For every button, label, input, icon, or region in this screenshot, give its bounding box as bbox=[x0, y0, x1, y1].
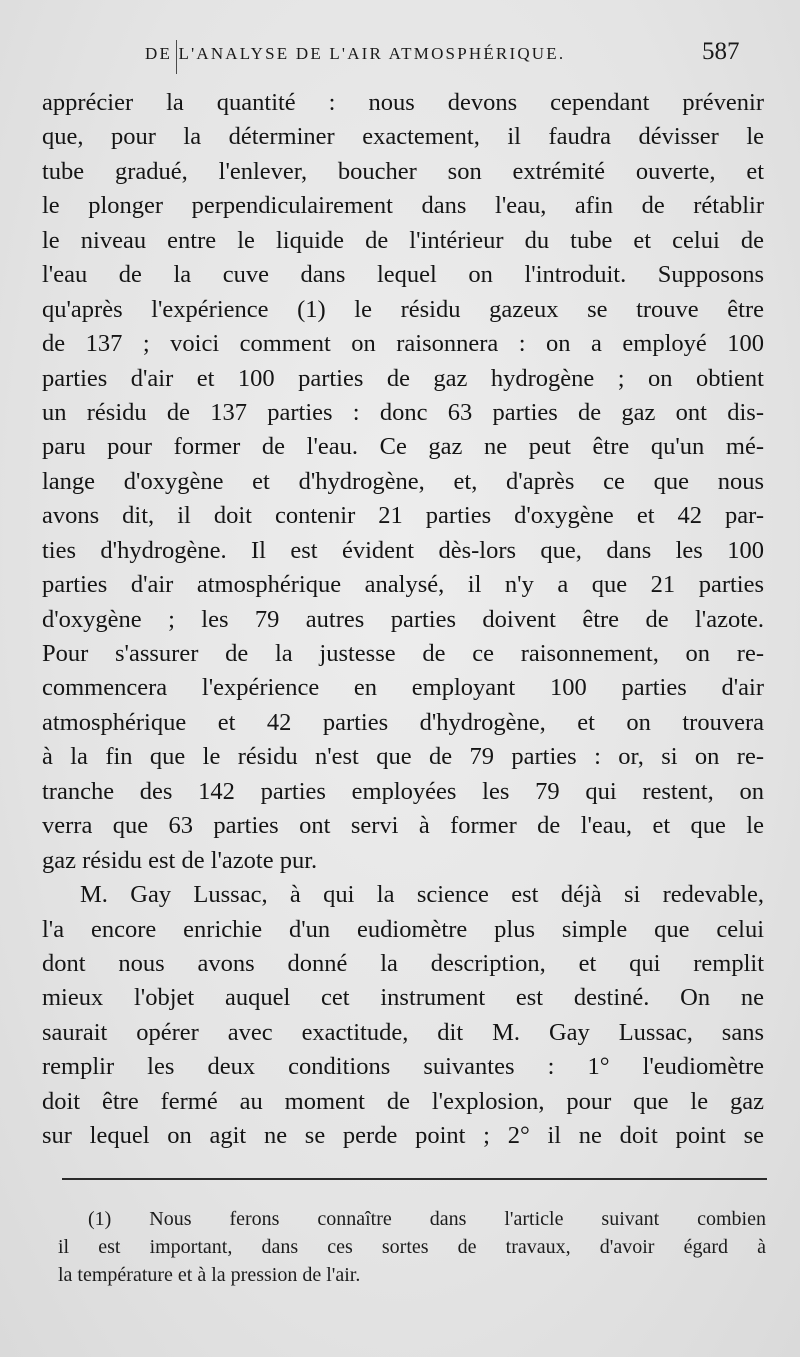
text-line-6: l'eau de la cuve dans lequel on l'introduit. Supposons bbox=[42, 261, 764, 289]
text-line-8: de 137 ; voici comment on raisonnera : on a employé 100 bbox=[42, 330, 764, 358]
text-line-4: le plonger perpendiculairement dans l'eau, afin de rétablir bbox=[42, 192, 764, 220]
text-line-21: tranche des 142 parties employées les 79 qui restent, on bbox=[42, 777, 764, 805]
text-line-27: mieux l'objet auquel cet instrument est destiné. On ne bbox=[42, 984, 764, 1012]
text-line-5: le niveau entre le liquide de l'intérieur du tube et celui de bbox=[42, 226, 764, 254]
text-line-13: avons dit, il doit contenir 21 parties d'oxygène et 42 par- bbox=[42, 502, 764, 530]
page-header bbox=[0, 38, 800, 78]
text-line-23: gaz résidu est de l'azote pur. bbox=[42, 846, 318, 874]
text-line-25: l'a encore enrichie d'un eudiomètre plus simple que celui bbox=[42, 915, 764, 943]
text-line-24: M. Gay Lussac, à qui la science est déjà si redevable, bbox=[80, 881, 764, 909]
page-number: 587 bbox=[702, 38, 740, 65]
text-line-20: à la fin que le résidu n'est que de 79 parties : or, si on re- bbox=[42, 743, 764, 771]
text-line-9: parties d'air et 100 parties de gaz hydrogène ; on obtient bbox=[42, 364, 764, 392]
footnote-line-2: il est important, dans ces sortes de travaux, d'avoir égard à bbox=[58, 1236, 766, 1258]
text-line-14: ties d'hydrogène. Il est évident dès-lors que, dans les 100 bbox=[42, 536, 764, 564]
text-line-12: lange d'oxygène et d'hydrogène, et, d'après ce que nous bbox=[42, 467, 764, 495]
footnote bbox=[58, 1205, 766, 1289]
text-line-3: tube gradué, l'enlever, boucher son extrémité ouverte, et bbox=[42, 157, 764, 185]
text-line-28: saurait opérer avec exactitude, dit M. Gay Lussac, sans bbox=[42, 1018, 764, 1046]
text-line-11: paru pour former de l'eau. Ce gaz ne peut être qu'un mé- bbox=[42, 433, 764, 461]
text-line-1: apprécier la quantité : nous devons cependant prévenir bbox=[42, 89, 764, 116]
text-line-19: atmosphérique et 42 parties d'hydrogène, et on trouvera bbox=[42, 708, 764, 736]
text-line-17: Pour s'assurer de la justesse de ce raisonnement, on re- bbox=[42, 640, 764, 667]
text-line-16: d'oxygène ; les 79 autres parties doivent être de l'azote. bbox=[42, 605, 764, 633]
text-line-10: un résidu de 137 parties : donc 63 parties de gaz ont dis- bbox=[42, 398, 764, 426]
footnote-line-1: (1) Nous ferons connaître dans l'article suivant combien bbox=[88, 1208, 766, 1230]
body-text bbox=[42, 86, 764, 1154]
text-line-29: remplir les deux conditions suivantes : 1° l'eudiomètre bbox=[42, 1053, 764, 1081]
footnote-line-3: la température et à la pression de l'air. bbox=[58, 1264, 361, 1286]
text-line-22: verra que 63 parties ont servi à former de l'eau, et que le bbox=[42, 812, 764, 840]
text-line-31: sur lequel on agit ne se perde point ; 2° il ne doit point se bbox=[42, 1122, 764, 1150]
text-line-7: qu'après l'expérience (1) le résidu gazeux se trouve être bbox=[42, 295, 764, 323]
footnote-rule bbox=[62, 1178, 767, 1180]
text-line-26: dont nous avons donné la description, et qui remplit bbox=[42, 949, 764, 977]
running-head: DE L'ANALYSE DE L'AIR ATMOSPHÉRIQUE. bbox=[145, 44, 566, 63]
text-line-30: doit être fermé au moment de l'explosion, pour que le gaz bbox=[42, 1087, 764, 1115]
text-line-18: commencera l'expérience en employant 100 parties d'air bbox=[42, 674, 764, 702]
text-line-15: parties d'air atmosphérique analysé, il n'y a que 21 parties bbox=[42, 571, 764, 599]
text-line-2: que, pour la déterminer exactement, il faudra dévisser le bbox=[42, 123, 764, 151]
